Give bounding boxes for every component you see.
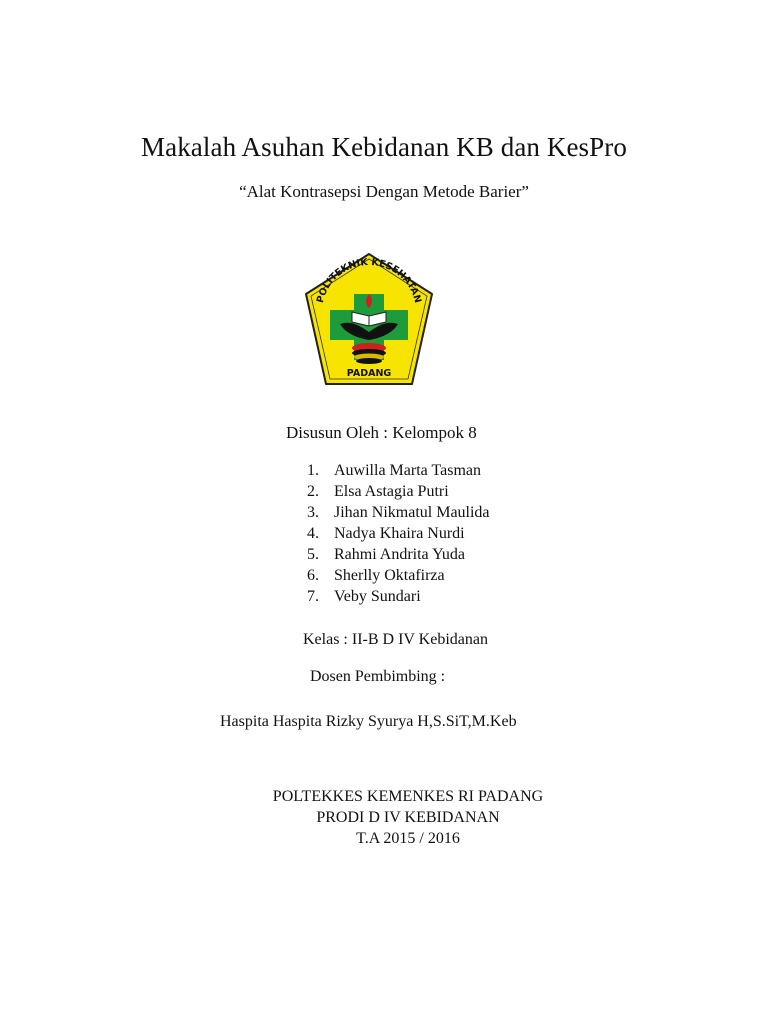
member-name: Sherlly Oktafirza — [334, 567, 445, 584]
logo-top-text: POLITEKNIK KESEHATAN — [314, 256, 424, 305]
list-item: 1. Auwilla Marta Tasman — [307, 462, 481, 479]
academic-year: T.A 2015 / 2016 — [356, 830, 460, 847]
member-name: Rahmi Andrita Yuda — [334, 546, 465, 563]
supervisor-label: Dosen Pembimbing : — [310, 668, 446, 685]
member-name: Elsa Astagia Putri — [334, 483, 449, 500]
document-title: Makalah Asuhan Kebidanan KB dan KesPro — [141, 132, 627, 162]
member-name: Auwilla Marta Tasman — [334, 462, 481, 479]
member-name: Nadya Khaira Nurdi — [334, 525, 465, 542]
list-item: 5. Rahmi Andrita Yuda — [307, 546, 465, 563]
list-item: 4. Nadya Khaira Nurdi — [307, 525, 465, 542]
member-list — [307, 460, 490, 607]
logo-base — [352, 343, 386, 364]
study-program: PRODI D IV KEBIDANAN — [316, 809, 500, 826]
document-subtitle: “Alat Kontrasepsi Dengan Metode Barier” — [239, 182, 529, 201]
supervisor-name: Haspita Haspita Rizky Syurya H,S.SiT,M.Keb — [220, 713, 517, 730]
list-item: 3. Jihan Nikmatul Maulida — [307, 504, 490, 521]
member-name: Jihan Nikmatul Maulida — [334, 504, 490, 521]
list-item: 2. Elsa Astagia Putri — [307, 483, 449, 500]
class-info: Kelas : II-B D IV Kebidanan — [303, 631, 488, 648]
member-name: Veby Sundari — [334, 588, 421, 605]
logo-bottom-text: PADANG — [346, 368, 392, 379]
list-item: 7. Veby Sundari — [307, 588, 421, 605]
poltekkes-padang-logo — [300, 250, 438, 390]
institution-name: POLTEKKES KEMENKES RI PADANG — [272, 788, 544, 805]
prepared-by: Disusun Oleh : Kelompok 8 — [286, 423, 477, 442]
list-item: 6. Sherlly Oktafirza — [307, 567, 445, 584]
